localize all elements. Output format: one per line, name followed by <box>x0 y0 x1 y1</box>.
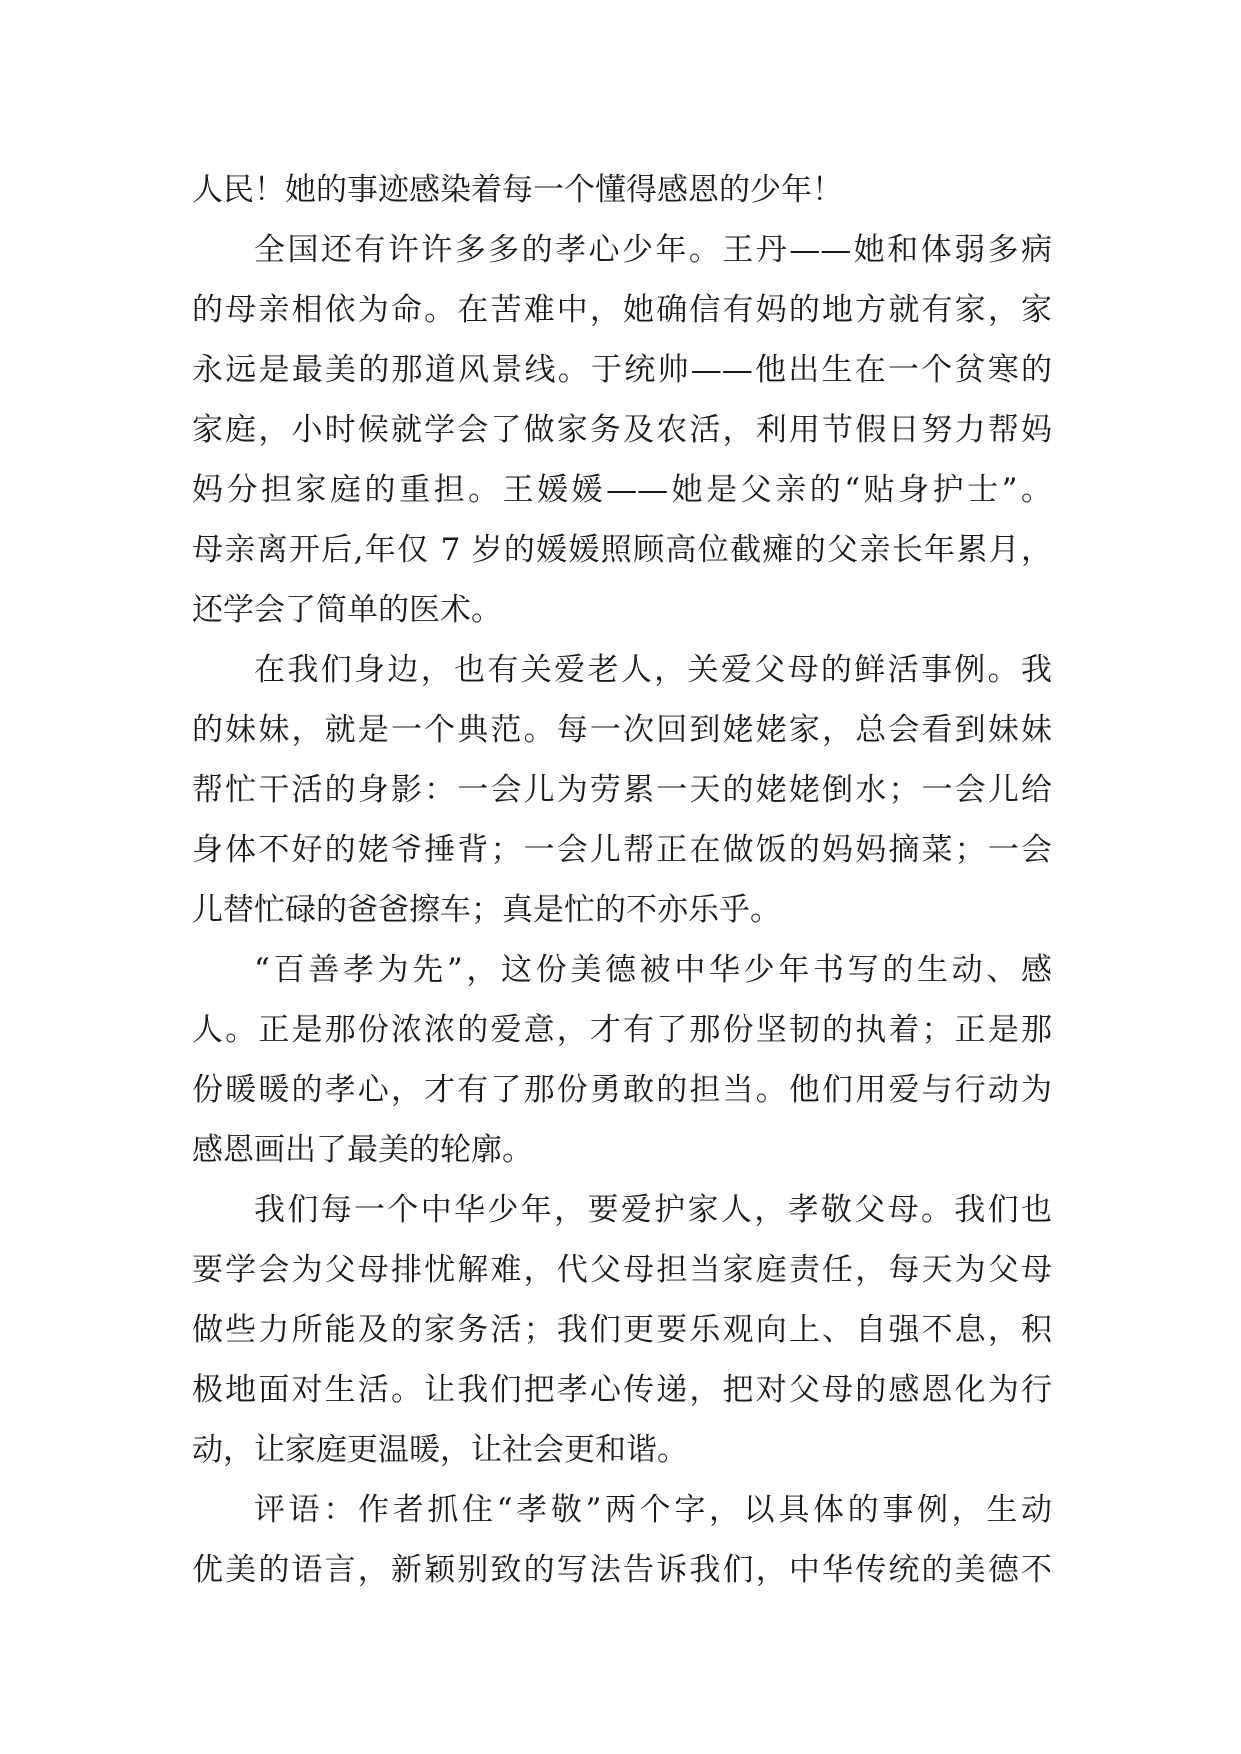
paragraph-first-line: 评语：作者抓住“孝敬”两个字，以具体的事例，生动 <box>254 1492 1052 1528</box>
text-line: 人民！她的事迹感染着每一个懂得感恩的少年！ <box>192 172 843 208</box>
paragraph-first-line: 全国还有许许多多的孝心少年。王丹——她和体弱多病 <box>254 232 1052 268</box>
text-line: 儿替忙碌的爸爸擦车；真是忙的不亦乐乎。 <box>192 892 781 928</box>
text-line: 母亲离开后,年仅 7 岁的媛媛照顾高位截瘫的父亲长年累月， <box>192 532 1052 568</box>
text-line: 帮忙干活的身影：一会儿为劳累一天的姥姥倒水；一会儿给 <box>192 772 1052 808</box>
text-line: 动，让家庭更温暖，让社会更和谐。 <box>192 1432 688 1468</box>
text-line: 永远是最美的那道风景线。于统帅——他出生在一个贫寒的 <box>192 352 1052 388</box>
text-line: 家庭，小时候就学会了做家务及农活，利用节假日努力帮妈 <box>192 412 1052 448</box>
text-line: 身体不好的姥爷捶背；一会儿帮正在做饭的妈妈摘菜；一会 <box>192 832 1052 868</box>
paragraph-first-line: 我们每一个中华少年，要爱护家人，孝敬父母。我们也 <box>254 1192 1052 1228</box>
text-line: 优美的语言，新颖别致的写法告诉我们，中华传统的美德不 <box>192 1552 1052 1588</box>
paragraph-first-line: “百善孝为先”，这份美德被中华少年书写的生动、感 <box>254 952 1052 988</box>
text-line: 的母亲相依为命。在苦难中，她确信有妈的地方就有家，家 <box>192 292 1052 328</box>
text-line: 妈分担家庭的重担。王媛媛——她是父亲的“贴身护士”。 <box>192 472 1052 508</box>
text-line: 份暖暖的孝心，才有了那份勇敢的担当。他们用爱与行动为 <box>192 1072 1052 1108</box>
text-line: 要学会为父母排忧解难，代父母担当家庭责任，每天为父母 <box>192 1252 1052 1288</box>
text-line: 做些力所能及的家务活；我们更要乐观向上、自强不息，积 <box>192 1312 1052 1348</box>
text-line: 的妹妹，就是一个典范。每一次回到姥姥家，总会看到妹妹 <box>192 712 1052 748</box>
text-line: 感恩画出了最美的轮廓。 <box>192 1132 533 1168</box>
text-line: 极地面对生活。让我们把孝心传递，把对父母的感恩化为行 <box>192 1372 1052 1408</box>
text-line: 人。正是那份浓浓的爱意，才有了那份坚韧的执着；正是那 <box>192 1012 1052 1048</box>
paragraph-first-line: 在我们身边，也有关爱老人，关爱父母的鲜活事例。我 <box>254 652 1052 688</box>
text-line: 还学会了简单的医术。 <box>192 592 502 628</box>
essay-text-body <box>192 160 1052 1600</box>
